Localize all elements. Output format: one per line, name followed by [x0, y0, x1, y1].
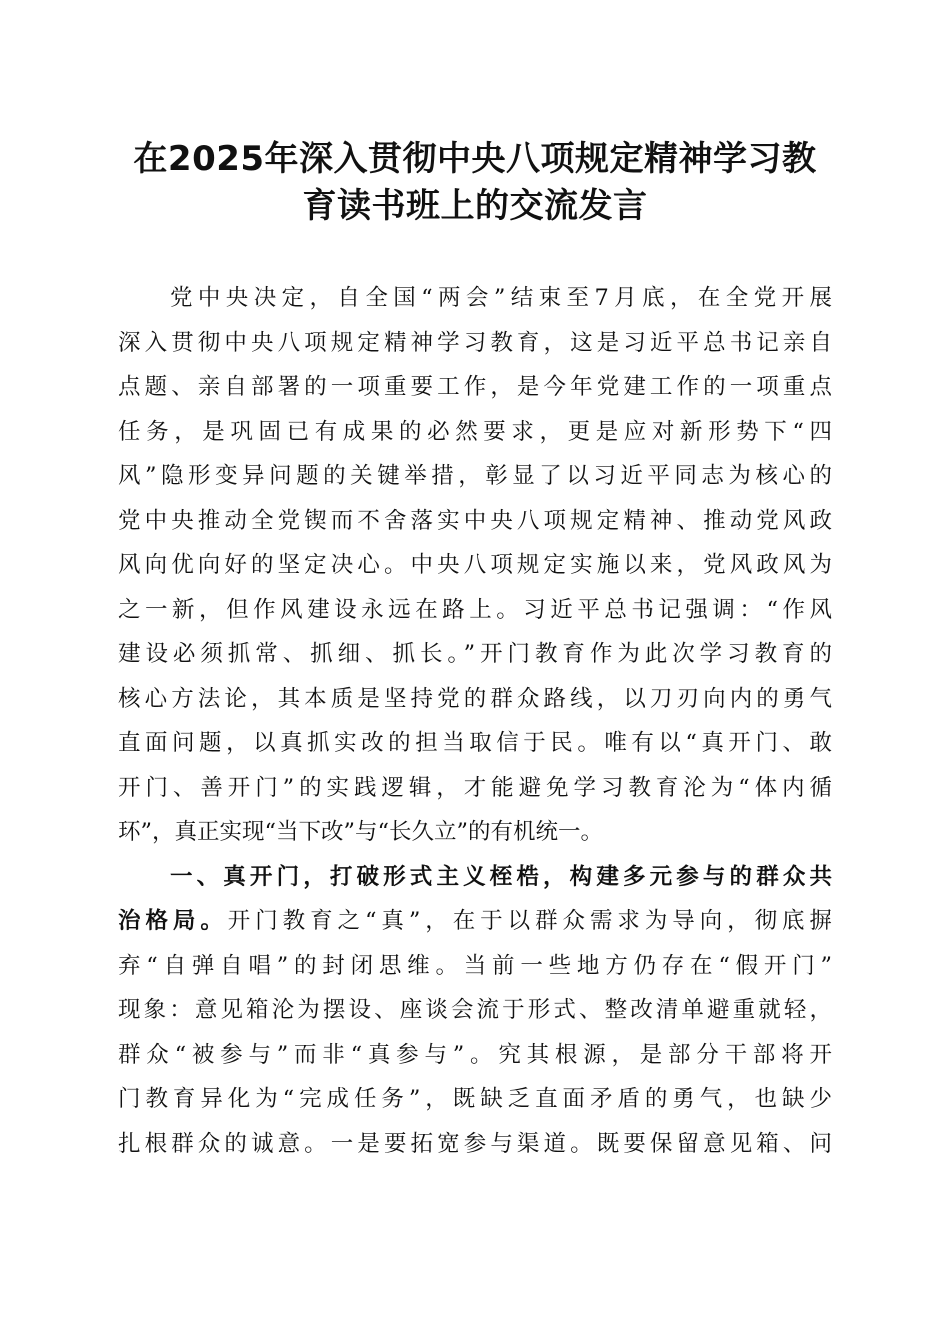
text-line: 现象：意见箱沦为摆设、座谈会流于形式、整改清单避重就轻， — [118, 997, 832, 1023]
section-heading-end: 治格局。 — [118, 908, 228, 934]
text-line: 之一新，但作风建设永远在路上。习近平总书记强调：“作风 — [118, 596, 832, 623]
text-line: 党中央决定，自全国“两会”结束至7月底，在全党开展 — [170, 285, 832, 311]
text-line: 开门、善开门”的实践逻辑，才能避免学习教育沦为“体内循 — [118, 774, 832, 801]
text-line: 直面问题，以真抓实改的担当取信于民。唯有以“真开门、敢 — [118, 730, 832, 756]
title-line-2: 育读书班上的交流发言 — [302, 186, 648, 226]
text-line: 风向优向好的坚定决心。中央八项规定实施以来，党风政风为 — [118, 552, 832, 578]
text-line: 门教育异化为“完成任务”，既缺乏直面矛盾的勇气，也缺少 — [118, 1086, 832, 1112]
paragraph-intro — [118, 276, 832, 855]
document-body — [118, 276, 832, 1166]
text-line: 深入贯彻中央八项规定精神学习教育，这是习近平总书记亲自 — [118, 329, 832, 356]
text-line: 核心方法论，其本质是坚持党的群众路线，以刀刃向内的勇气 — [118, 685, 832, 712]
text-line: 扎根群众的诚意。一是要拓宽参与渠道。既要保留意见箱、问 — [118, 1130, 832, 1157]
text-line: 环”，真正实现“当下改”与“长久立”的有机统一。 — [118, 819, 604, 845]
text-line: 弃“自弹自唱”的封闭思维。当前一些地方仍存在“假开门” — [118, 952, 832, 979]
text-line: 点题、亲自部署的一项重要工作，是今年党建工作的一项重点 — [118, 374, 832, 400]
section-heading: 一、真开门，打破形式主义桎梏，构建多元参与的群众共 — [170, 863, 832, 890]
title-line-1: 在2025年深入贯彻中央八项规定精神学习教 — [133, 139, 817, 179]
paragraph-section-1 — [118, 855, 832, 1167]
section-text: 开门教育之“真”，在于以群众需求为导向，彻底摒 — [227, 908, 832, 934]
text-line — [118, 899, 832, 944]
document-title — [118, 136, 832, 230]
text-line: 群众“被参与”而非“真参与”。究其根源，是部分干部将开 — [118, 1041, 832, 1068]
text-line: 建设必须抓常、抓细、抓长。”开门教育作为此次学习教育的 — [118, 641, 832, 667]
text-line: 党中央推动全党锲而不舍落实中央八项规定精神、推动党风政 — [118, 507, 832, 534]
text-line: 风”隐形变异问题的关键举措，彰显了以习近平同志为核心的 — [118, 463, 832, 489]
text-line: 任务，是巩固已有成果的必然要求，更是应对新形势下“四 — [118, 418, 832, 445]
